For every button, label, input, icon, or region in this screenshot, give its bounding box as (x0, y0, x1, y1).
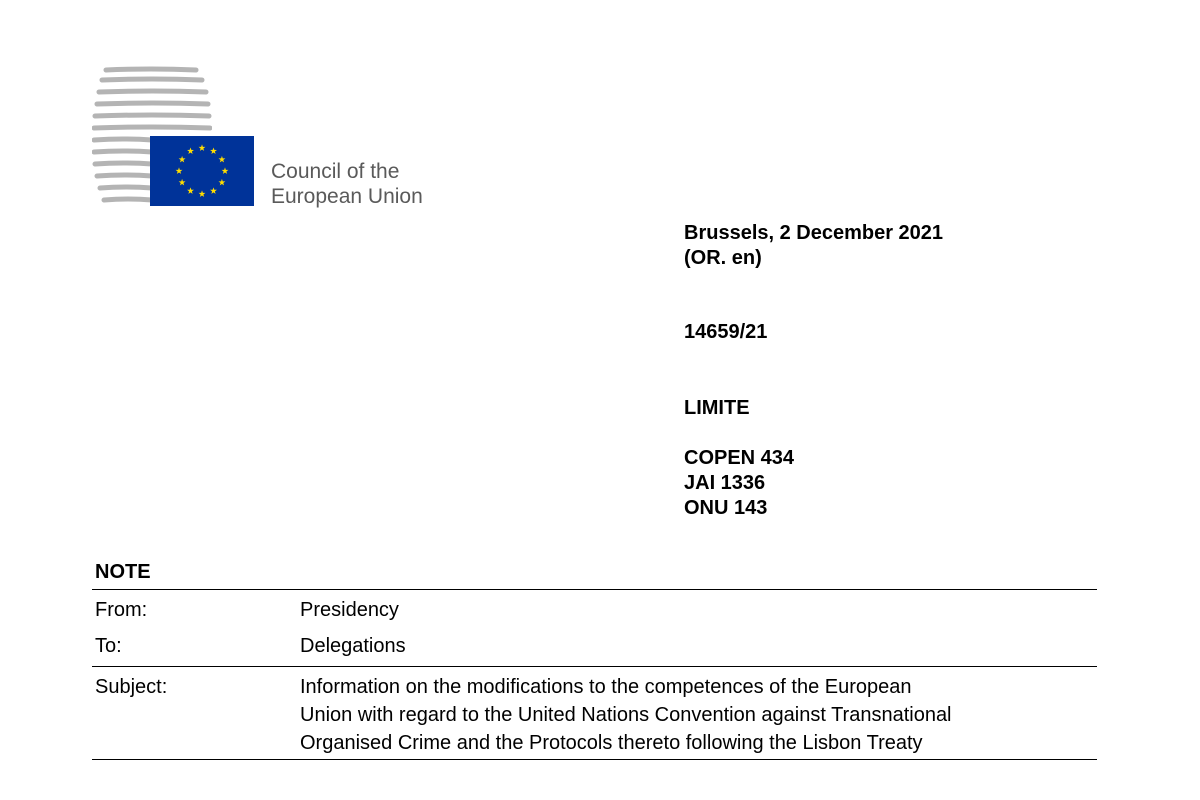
to-value: Delegations (300, 635, 406, 657)
subject-value (300, 673, 1097, 757)
building-stripe (100, 187, 152, 188)
building-stripe (106, 69, 196, 70)
subject-label: Subject: (95, 676, 168, 698)
building-stripe (94, 151, 152, 152)
subject-codes (684, 446, 794, 521)
to-label: To: (95, 635, 122, 657)
subject-code: ONU 143 (684, 497, 768, 519)
building-stripe (95, 115, 209, 116)
from-label: From: (95, 599, 148, 621)
building-stripe (104, 199, 152, 200)
org-name-line-1: Council of the (271, 160, 400, 183)
building-stripe (97, 175, 152, 176)
org-name-line-2: European Union (271, 185, 423, 208)
to-row (92, 624, 1097, 666)
eu-flag-icon (150, 136, 254, 206)
from-row (92, 590, 1097, 624)
subject-row (92, 666, 1097, 759)
building-stripe (99, 91, 206, 92)
original-language: (OR. en) (684, 247, 762, 269)
subject-line: Union with regard to the United Nations Convention against Transnational (300, 704, 952, 726)
building-stripe (102, 79, 202, 80)
from-value: Presidency (300, 599, 399, 621)
building-stripe (95, 163, 152, 164)
council-logo (92, 66, 472, 208)
document-number: 14659/21 (684, 321, 768, 343)
note-table (92, 589, 1097, 760)
subject-code: COPEN 434 (684, 447, 795, 469)
building-stripe (94, 139, 152, 140)
note-title: NOTE (95, 561, 151, 583)
subject-code: JAI 1336 (684, 472, 766, 494)
classification-marking: LIMITE (684, 397, 750, 419)
organisation-name (271, 159, 423, 209)
document-date: Brussels, 2 December 2021 (684, 222, 944, 244)
subject-line: Information on the modifications to the competences of the European (300, 676, 912, 698)
subject-line: Organised Crime and the Protocols thereto following the Lisbon Treaty (300, 732, 923, 754)
building-stripe (97, 103, 208, 104)
building-stripe (94, 127, 210, 128)
